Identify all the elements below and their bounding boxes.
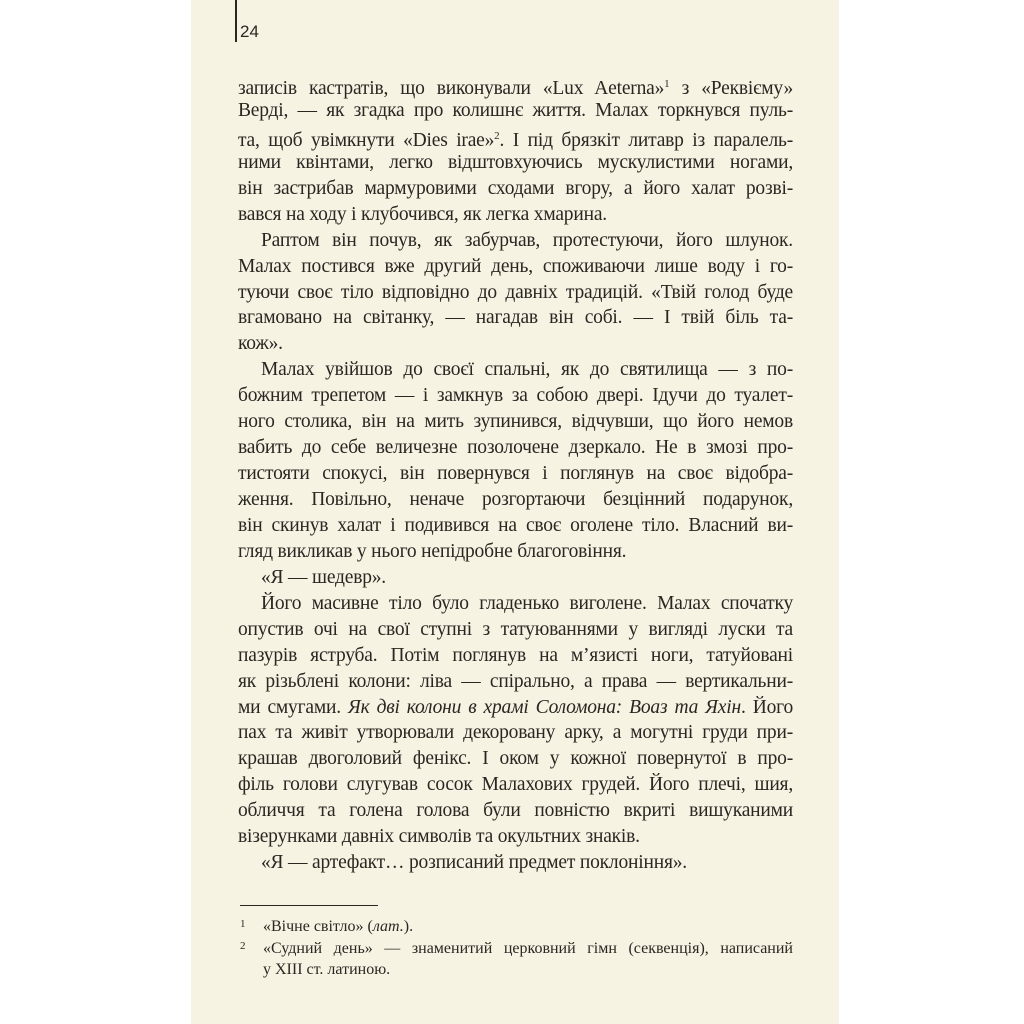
text-segment: записів кастратів, що виконували «Lux Aeterna» <box>238 78 665 99</box>
text-line <box>238 331 793 357</box>
text-line <box>238 565 793 591</box>
text-segment: ). <box>403 918 414 935</box>
text-line <box>238 202 793 228</box>
text-segment: Малах увійшов до своєї спальні, як до святилища — з по- <box>261 359 793 381</box>
text-line <box>238 798 793 824</box>
text-segment: тистояти спокусі, він повернувся і поглянув на своє відобра- <box>238 463 793 485</box>
text-segment: візерунками давніх символів та окультних знаків. <box>238 826 640 848</box>
text-line <box>238 254 793 280</box>
text-segment: ними квінтами, легко відштовхуючись мускулистими ногами, <box>238 151 793 173</box>
text-line <box>238 72 793 98</box>
footnote-line <box>263 916 793 938</box>
text-line <box>238 669 793 695</box>
footnote-line <box>263 959 793 981</box>
text-line <box>238 435 793 461</box>
text-segment: . І під брязкіт литавр із паралель- <box>499 129 793 151</box>
page-number-bar <box>235 0 237 42</box>
text-line <box>238 280 793 306</box>
text-line <box>238 720 793 746</box>
text-segment: він скинув халат і подивився на своє оголене тіло. Власний ви- <box>238 514 793 536</box>
text-line <box>238 591 793 617</box>
text-line <box>238 850 793 876</box>
text-segment: ми смугами. <box>238 696 348 718</box>
footnote <box>240 916 793 938</box>
text-line <box>238 487 793 513</box>
text-segment: ження. Повільно, неначе розгортаючи безцінний подарунок, <box>238 489 793 510</box>
text-segment: «Я — артефакт… розписаний предмет поклоніння». <box>261 852 687 874</box>
text-line <box>238 228 793 254</box>
footnote-number: 1 <box>240 918 246 930</box>
text-segment: вався на ходу і клубочився, як легка хмарина. <box>238 203 607 225</box>
text-line <box>238 461 793 487</box>
text-segment: філь голови слугував сосок Малахових грудей. Його плечі, шия, <box>238 774 793 796</box>
text-segment: ного столика, він на мить зупинився, відчувши, що його немов <box>238 411 793 433</box>
text-segment: Верді, — як згадка про колишнє життя. Малах торкнувся пуль- <box>238 99 793 121</box>
text-line <box>238 746 793 772</box>
text-segment: гляд викликав у нього непідробне благоговіння. <box>238 540 627 562</box>
text-segment: у XIII ст. латиною. <box>263 961 391 978</box>
text-segment: «Судний день» — знаменитий церковний гімн (секвенція), написаний <box>263 939 793 957</box>
italic-text: Як дві колони в храмі Соломона: Воаз та Яхін <box>347 696 741 718</box>
text-line <box>238 824 793 850</box>
footnote-divider <box>240 905 378 906</box>
text-segment: вгамовано на світанку, — нагадав він собі. — І твій біль та- <box>238 307 793 329</box>
text-segment: він застрибав мармуровими сходами вгору, а його халат розві- <box>238 177 793 199</box>
text-segment: Раптом він почув, як забурчав, протестуючи, його шлунок. <box>261 229 793 251</box>
footnote-number: 2 <box>240 939 246 952</box>
text-line <box>238 98 793 124</box>
text-segment: кож». <box>238 333 283 355</box>
text-line <box>238 617 793 643</box>
text-line <box>238 695 793 721</box>
page-number: 24 <box>240 22 259 41</box>
footnote-ref[interactable]: 1 <box>664 78 670 90</box>
text-line <box>238 513 793 539</box>
text-segment: «Я — шедевр». <box>261 566 386 588</box>
text-segment: Його масивне тіло було гладенько виголене. Малах спочатку <box>261 592 793 614</box>
italic-text: лат. <box>372 918 404 935</box>
text-segment: вабить до себе величезне позолочене дзеркало. Не в змозі про- <box>238 437 793 459</box>
text-segment: з «Реквієму» <box>669 78 794 99</box>
footnote <box>240 938 793 981</box>
text-line <box>238 772 793 798</box>
text-line <box>238 357 793 383</box>
text-segment: опустив очі на свої ступні з татуюваннями у вигляді луски та <box>238 618 793 640</box>
text-segment: Малах постився вже другий день, споживаючи лише воду і го- <box>238 255 793 277</box>
text-line <box>238 124 793 150</box>
text-line <box>238 150 793 176</box>
text-line <box>238 383 793 409</box>
text-segment: . Його <box>740 696 793 718</box>
text-line <box>238 305 793 331</box>
text-segment: крашав двоголовий фенікс. І оком у кожної повернутої в про- <box>238 748 793 770</box>
body-text <box>238 72 793 876</box>
text-line <box>238 643 793 669</box>
text-segment: «Вічне світло» ( <box>263 918 373 935</box>
text-segment: як різьблені колони: ліва — спірально, а права — вертикальни- <box>238 670 793 692</box>
text-segment: обличчя та голена голова були повністю вкриті вишуканими <box>238 800 793 822</box>
text-segment: пах та живіт утворювали декоровану арку, а могутні груди при- <box>238 722 793 744</box>
footnote-line <box>263 938 793 960</box>
text-segment: пазурів яструба. Потім поглянув на м’язисті ноги, татуйовані <box>238 644 793 666</box>
text-line <box>238 176 793 202</box>
text-segment: та, щоб увімкнути «Dies irae» <box>238 129 495 151</box>
text-segment: божним трепетом — і замкнув за собою двері. Ідучи до туалет- <box>238 385 793 407</box>
text-line <box>238 539 793 565</box>
footnote-ref[interactable]: 2 <box>494 129 500 142</box>
text-line <box>238 409 793 435</box>
footnotes <box>240 916 793 981</box>
text-segment: туючи своє тіло відповідно до давніх традицій. «Твій голод буде <box>238 281 793 303</box>
